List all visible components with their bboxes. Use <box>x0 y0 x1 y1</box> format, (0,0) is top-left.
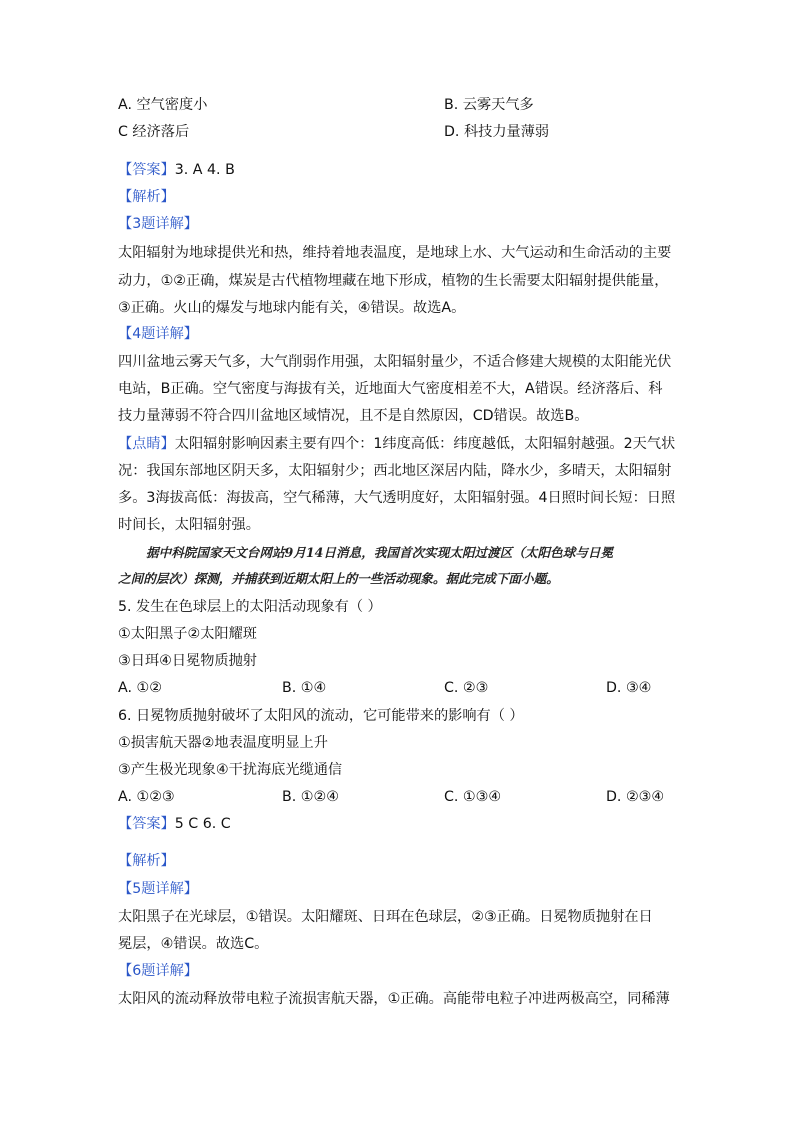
dianjing-tag: 【点睛】 <box>118 436 175 452</box>
answer-tag: 【答案】 <box>118 816 175 832</box>
q5-option-b: B. ①④ <box>282 680 327 696</box>
q5-option-d: D. ③④ <box>606 680 652 696</box>
detail4-line: 技力量薄弱不符合四川盆地区域情况，且不是自然原因，CD错误。故选B。 <box>118 408 589 424</box>
detail4-line: 四川盆地云雾天气多，大气削弱作用强，太阳辐射量少，不适合修建大规模的太阳能光伏 <box>118 354 672 370</box>
detail5-line: 冕层，④错误。故选C。 <box>118 936 269 952</box>
q5-item: ①太阳黑子②太阳耀斑 <box>118 626 257 642</box>
q5-option-a: A. ①② <box>118 680 162 696</box>
dianjing-line <box>118 431 678 457</box>
detail6-tag: 【6题详解】 <box>118 963 198 979</box>
dianjing-text: 太阳辐射影响因素主要有四个：1纬度高低：纬度越低，太阳辐射越强。2天气状 <box>174 436 676 452</box>
detail5-tag: 【5题详解】 <box>118 881 198 897</box>
detail5-line: 太阳黑子在光球层，①错误。太阳耀斑、日珥在色球层，②③正确。日冕物质抛射在日 <box>118 909 653 925</box>
dianjing-line: 况：我国东部地区阴天多，太阳辐射少；西北地区深居内陆，降水少，多晴天，太阳辐射 <box>118 463 672 479</box>
detail6-line: 太阳风的流动释放带电粒子流损害航天器，①正确。高能带电粒子冲进两极高空，同稀薄 <box>118 991 670 1007</box>
q5-stem: 5. 发生在色球层上的太阳活动现象有（ ） <box>118 599 382 615</box>
material-line: 据中科院国家天文台网站9月14日消息，我国首次实现太阳过渡区（太阳色球与日冕 <box>146 545 614 560</box>
q6-item: ①损害航天器②地表温度明显上升 <box>118 735 328 751</box>
detail3-line: ③正确。火山的爆发与地球内能有关，④错误。故选A。 <box>118 300 466 316</box>
q5-option-c: C. ②③ <box>444 680 489 696</box>
answer-text: 5 C 6. C <box>174 816 231 832</box>
dianjing-line: 多。3海拔高低：海拔高，空气稀薄，大气透明度好，太阳辐射强。4日照时间长短：日照 <box>118 490 676 506</box>
dianjing-line: 时间长，太阳辐射强。 <box>118 517 260 533</box>
q6-option-a: A. ①②③ <box>118 789 175 805</box>
answer-34 <box>118 157 678 183</box>
analysis-tag: 【解析】 <box>118 853 175 869</box>
answer-tag: 【答案】 <box>118 162 175 178</box>
detail3-tag: 【3题详解】 <box>118 216 198 232</box>
q4-option-c: C 经济落后 <box>118 124 190 140</box>
answer-56 <box>118 811 678 837</box>
q6-item: ③产生极光现象④干扰海底光缆通信 <box>118 762 343 778</box>
detail3-line: 动力，①②正确，煤炭是古代植物埋藏在地下形成，植物的生长需要太阳辐射提供能量， <box>118 273 669 289</box>
q6-option-d: D. ②③④ <box>606 789 665 805</box>
q4-option-a: A. 空气密度小 <box>118 97 208 113</box>
detail4-tag: 【4题详解】 <box>118 326 198 342</box>
q5-item: ③日珥④日冕物质抛射 <box>118 653 257 669</box>
q6-stem: 6. 日冕物质抛射破坏了太阳风的流动，它可能带来的影响有（ ） <box>118 708 524 724</box>
detail4-line: 电站，B正确。空气密度与海拔有关，近地面大气密度相差不大，A错误。经济落后、科 <box>118 381 663 397</box>
q4-option-b: B. 云雾天气多 <box>444 97 534 113</box>
q4-option-d: D. 科技力量薄弱 <box>444 124 550 140</box>
material-line: 之间的层次）探测，并捕获到近期太阳上的一些活动现象。据此完成下面小题。 <box>118 571 559 586</box>
analysis-tag: 【解析】 <box>118 189 175 205</box>
q6-option-c: C. ①③④ <box>444 789 502 805</box>
q6-option-b: B. ①②④ <box>282 789 339 805</box>
detail3-line: 太阳辐射为地球提供光和热，维持着地表温度，是地球上水、大气运动和生命活动的主要 <box>118 245 672 261</box>
answer-text: 3. A 4. B <box>174 162 235 178</box>
